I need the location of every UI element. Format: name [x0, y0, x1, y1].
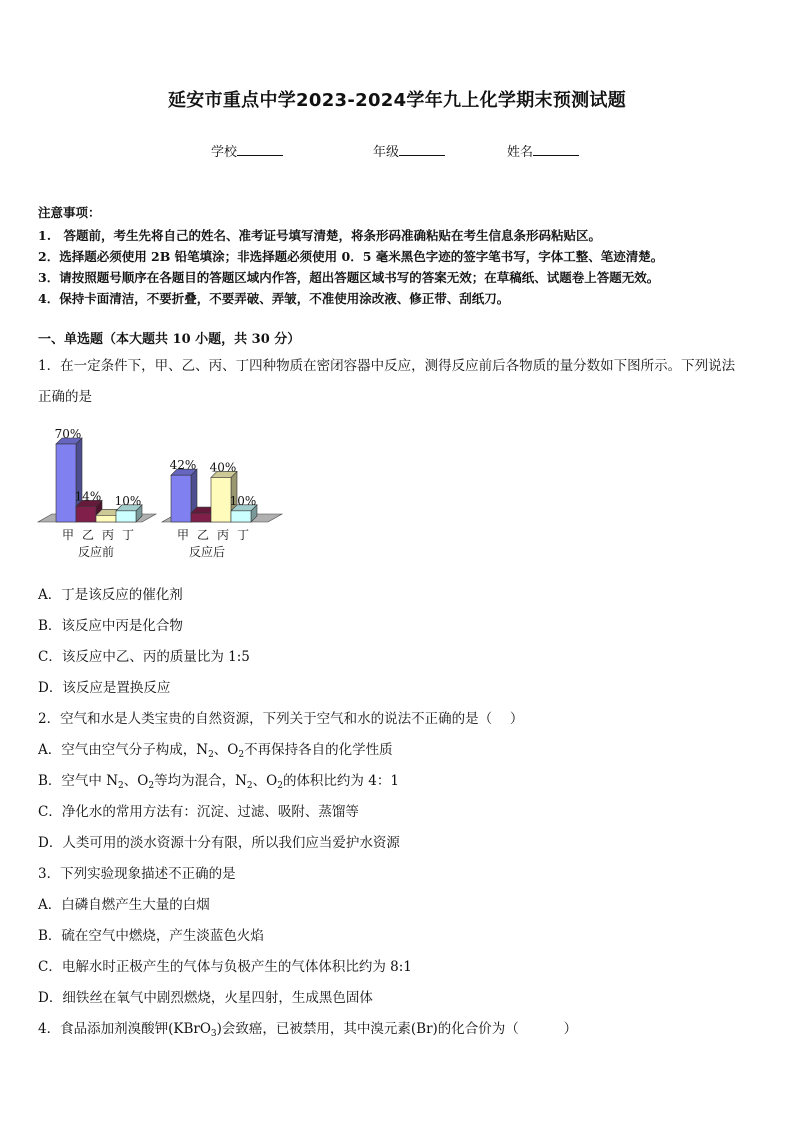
bar-before-乙 — [76, 506, 96, 522]
chart-plot — [38, 427, 282, 559]
q3-stem: 3．下列实验现象描述不正确的是 — [38, 866, 236, 882]
q2a-sub-1: 2 — [208, 750, 214, 760]
data-label-before-4: 10% — [114, 493, 142, 508]
q2b-text-3: 等均为混合，N — [154, 773, 247, 789]
data-label-before-1: 70% — [54, 427, 82, 441]
bar-after-乙 — [191, 513, 211, 522]
q3-option-a[interactable]: A．白磷自燃产生大量的白烟 — [38, 897, 210, 913]
school-field[interactable] — [211, 141, 283, 160]
q1-stem-line1: 1．在一定条件下，甲、乙、丙、丁四种物质在密闭容器中反应，测得反应前后各物质的量分数如下图所示。下列说法 — [38, 358, 736, 374]
q4-text-2: )会致癌，已被禁用，其中溴元素(Br)的化合价为（ ） — [216, 1021, 578, 1037]
q2b-text-4: 、O — [252, 773, 278, 789]
q1-option-a[interactable]: A．丁是该反应的催化剂 — [38, 587, 183, 603]
category-label-before-4: 丁 — [121, 528, 135, 542]
data-label-after-4: 10% — [229, 493, 257, 508]
category-label-before-1: 甲 — [61, 528, 75, 542]
page-title: 延安市重点中学2023-2024学年九上化学期末预测试题 — [167, 90, 627, 111]
q2b-sub-2: 2 — [148, 781, 155, 791]
bar-after-甲 — [171, 475, 191, 522]
q2b-text-1: B．空气中 N — [38, 773, 119, 789]
bar-before-丙 — [96, 515, 116, 522]
data-label-after-3: 40% — [209, 460, 237, 475]
q2a-sub-2: 2 — [238, 750, 245, 760]
q2-option-a[interactable] — [38, 738, 393, 760]
q2a-text-1: A．空气由空气分子构成，N — [38, 742, 209, 758]
grade-blank[interactable] — [399, 143, 445, 156]
note-item-3: 3．请按照题号顺序在各题目的答题区域内作答，超出答题区域书写的答案无效；在草稿纸、试题卷上答题无效。 — [38, 270, 660, 285]
q2-option-c[interactable]: C．净化水的常用方法有：沉淀、过滤、吸附、蒸馏等 — [38, 804, 359, 820]
q2a-text-3: 不再保持各自的化学性质 — [244, 742, 393, 758]
section-heading: 一、单选题（本大题共 10 小题，共 30 分） — [38, 332, 301, 347]
category-label-before-3: 丙 — [101, 528, 115, 542]
school-label: 学校 — [211, 145, 238, 160]
school-blank[interactable] — [237, 143, 283, 156]
name-label: 姓名 — [507, 145, 534, 160]
q3-option-b[interactable]: B．硫在空气中燃烧，产生淡蓝色火焰 — [38, 928, 264, 944]
bar-after-丙 — [211, 477, 231, 522]
note-item-4: 4．保持卡面清洁，不要折叠，不要弄破、弄皱，不准使用涂改液、修正带、刮纸刀。 — [38, 291, 510, 306]
q1-stem-line2: 正确的是 — [38, 389, 92, 405]
student-info — [0, 141, 794, 161]
data-label-before-2: 14% — [74, 489, 102, 504]
category-label-after-4: 丁 — [236, 528, 250, 542]
notes-block — [38, 203, 768, 309]
q4-stem — [38, 1017, 577, 1039]
bar-before-甲 — [56, 444, 76, 522]
name-field[interactable] — [507, 141, 579, 160]
q1-option-c[interactable]: C．该反应中乙、丙的质量比为 1:5 — [38, 649, 250, 665]
q2a-text-2: 、O — [213, 742, 239, 758]
note-item-2: 2．选择题必须使用 2B 铅笔填涂；非选择题必须使用 0．5 毫米黑色字迹的签字笔书写，字体工整、笔迹清楚。 — [38, 249, 664, 264]
notes-heading: 注意事项： — [38, 205, 101, 220]
q4-text-1: 4．食品添加剂溴酸钾(KBrO — [38, 1021, 211, 1037]
q1-option-b[interactable]: B．该反应中丙是化合物 — [38, 618, 183, 634]
q2b-text-2: 、O — [123, 773, 149, 789]
category-label-after-2: 乙 — [196, 528, 210, 542]
category-label-after-1: 甲 — [176, 528, 190, 542]
grade-field[interactable] — [373, 141, 445, 160]
q1-option-d[interactable]: D．该反应是置换反应 — [38, 680, 171, 696]
category-label-before-2: 乙 — [81, 528, 95, 542]
q2b-sub-4: 2 — [277, 781, 283, 791]
q2-stem: 2．空气和水是人类宝贵的自然资源，下列关于空气和水的说法不正确的是（ ） — [38, 711, 524, 727]
q3-option-d[interactable]: D．细铁丝在氧气中剧烈燃烧，火星四射，生成黑色固体 — [38, 990, 373, 1006]
q1-bar-chart — [34, 418, 294, 568]
q2b-sub-1: 2 — [118, 781, 124, 791]
q2b-text-5: 的体积比约为 4：1 — [282, 773, 399, 789]
bar-before-丁 — [116, 511, 136, 522]
q2-option-b[interactable] — [38, 769, 399, 791]
q2b-sub-3: 2 — [246, 781, 253, 791]
q2-option-d[interactable]: D．人类可用的淡水资源十分有限，所以我们应当爱护水资源 — [38, 835, 400, 851]
group-label-before: 反应前 — [77, 545, 115, 559]
group-label-after: 反应后 — [188, 545, 226, 559]
name-blank[interactable] — [533, 143, 579, 156]
q3-option-c[interactable]: C．电解水时正极产生的气体与负极产生的气体体积比约为 8:1 — [38, 959, 412, 975]
note-item-1: 1. 答题前，考生先将自己的姓名、准考证号填写清楚，将条形码准确粘贴在考生信息条形码粘贴区。 — [38, 228, 602, 243]
q4-sub: 3 — [210, 1029, 217, 1039]
data-label-after-1: 42% — [169, 458, 197, 473]
bar-after-丁 — [231, 511, 251, 522]
grade-label: 年级 — [373, 145, 400, 160]
category-label-after-3: 丙 — [216, 528, 230, 542]
